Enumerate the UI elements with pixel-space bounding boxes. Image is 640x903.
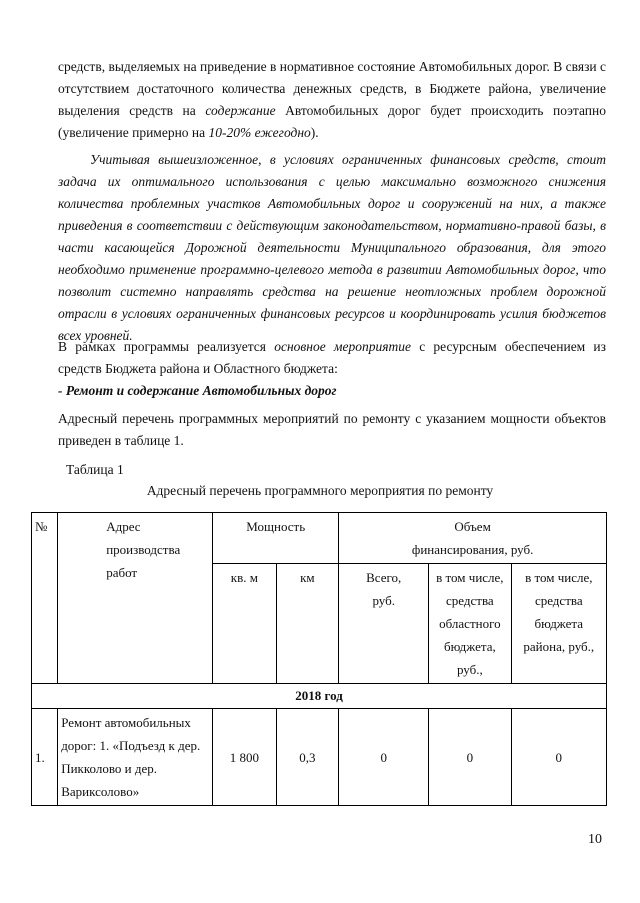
repair-table — [31, 512, 607, 806]
row-num: 1. — [32, 709, 58, 806]
text-span: В рамках программы реализуется — [58, 339, 275, 354]
page-number: 10 — [588, 832, 602, 847]
row-km: 0,3 — [276, 709, 339, 806]
paragraph-address-list: Адресный перечень программных мероприятий по ремонту с указанием мощности объектов приведен в таблице 1. — [58, 411, 606, 448]
text-span-italic: 10-20% ежегодно — [208, 125, 311, 140]
year-cell: 2018 год — [32, 684, 607, 709]
paragraph-program-activity — [58, 336, 606, 380]
table-title: Адресный перечень программного мероприятия по ремонту — [146, 483, 494, 498]
row-total: 0 — [339, 709, 429, 806]
paragraph-funding — [58, 56, 606, 144]
text-span: средств, выделяемых на приведение в нормативное состояние Автомобильных дорог. В связи с отсутствием достаточного количества денежных средств, в Бюджете района, увеличение выделения средств на — [58, 59, 606, 118]
header-capacity: Мощность — [213, 513, 339, 564]
table-header-row — [32, 513, 607, 564]
header-district: в том числе, средства бюджета района, руб., — [511, 564, 606, 684]
text-span-italic: основное мероприятие — [274, 339, 412, 354]
row-address: Ремонт автомобильных дорог: 1. «Подъезд к дер. Пикколово и дер. Вариксолово» — [58, 709, 213, 806]
header-funding: Объем финансирования, руб. — [339, 513, 607, 564]
header-km: км — [276, 564, 339, 684]
activity-heading: - Ремонт и содержание Автомобильных дорог — [58, 383, 337, 398]
header-sq-m: кв. м — [213, 564, 276, 684]
header-num: № — [32, 513, 58, 684]
text-span: ). — [310, 125, 319, 140]
table-row — [32, 709, 607, 806]
header-regional: в том числе, средства областного бюджета, руб., — [429, 564, 511, 684]
year-row — [32, 684, 607, 709]
header-address: Адрес производства работ — [58, 513, 213, 684]
row-regional: 0 — [429, 709, 511, 806]
text-span-italic: содержание — [205, 103, 276, 118]
paragraph-objectives: Учитывая вышеизложенное, в условиях ограниченных финансовых средств, стоит задача их оптимального использования с целью максимально возможного снижения количества проблемных участков Автомобильных дорог и сооружений на них, а также приведения в соответствии с действующим законодательством, нормативно-правой базы, в части касающейся Дорожной деятельности Муниципального образования, для этого необходимо применение программно-целевого метода в развитии Автомобильных дорог, что позволит системно направлять средства на решение неотложных проблем дорожной отрасли в условиях ограниченных финансовых ресурсов и координировать усилия бюджетов всех уровней. — [58, 152, 606, 343]
text-span: Автомобильных дорог будет происходить поэтапно (увеличение примерно на — [58, 103, 606, 140]
row-sq-m: 1 800 — [213, 709, 276, 806]
header-total: Всего, руб. — [339, 564, 429, 684]
row-district: 0 — [511, 709, 606, 806]
table-label: Таблица 1 — [66, 462, 124, 477]
text-span: с ресурсным обеспечением из средств Бюджета района и Областного бюджета: — [58, 339, 606, 376]
